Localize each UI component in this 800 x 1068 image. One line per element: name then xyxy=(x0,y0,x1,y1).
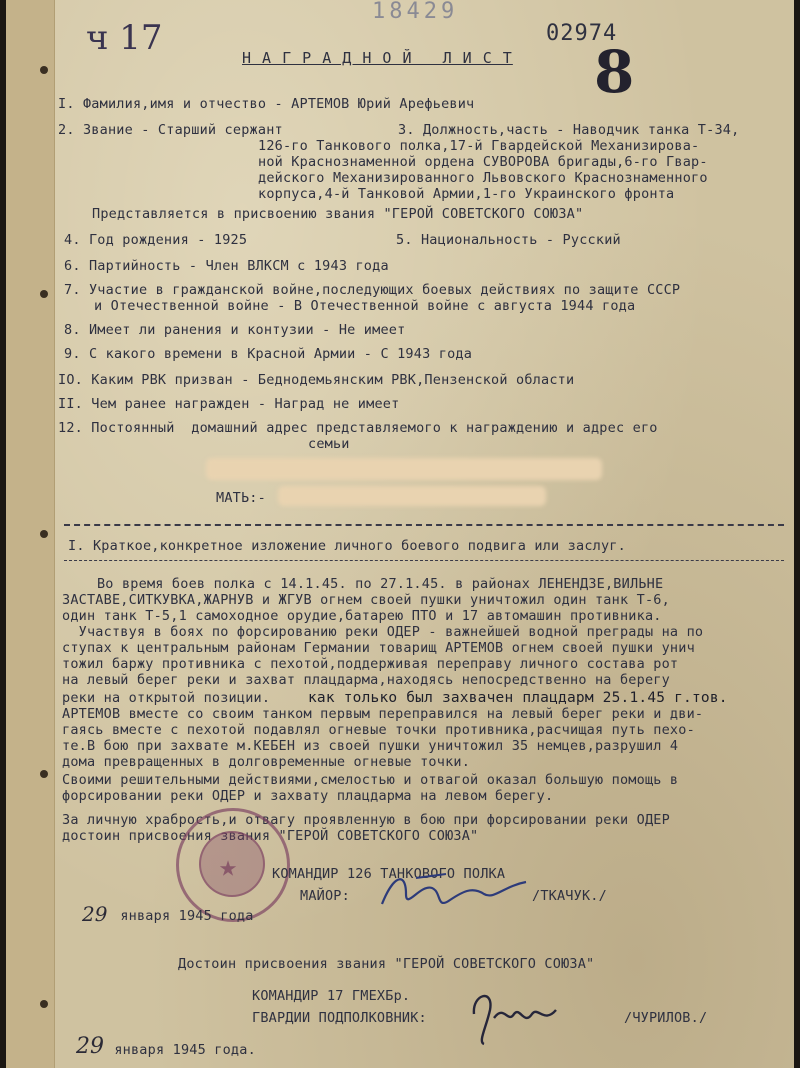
field-home-address-cont: семьи xyxy=(308,436,350,452)
brigade-commander-title: КОМАНДИР 17 ГМЕХБр. xyxy=(252,988,411,1004)
divider-rule xyxy=(64,524,784,526)
date2-rest: января 1945 года. xyxy=(106,1042,256,1058)
field-nationality: 5. Национальность - Русский xyxy=(396,232,621,248)
handwritten-corner-note: ч 17 xyxy=(86,18,163,58)
field-draft-office: IO. Каким РВК призван - Беднодемьянским РВК,Пензенской области xyxy=(58,372,575,388)
field-birth-year: 4. Год рождения - 1925 xyxy=(64,232,248,248)
narrative-line: те.В бою при захвате м.КЕБЕН из своей пушки уничтожил 35 немцев,разрушил 4 xyxy=(62,738,679,754)
field-home-address: 12. Постоянный домашний адрес представляемого к награждению и адрес его xyxy=(58,420,658,436)
binding-hole xyxy=(40,66,48,74)
field-war-participation-cont: и Отечественной войне - В Отечественной войне с августа 1944 года xyxy=(94,298,636,314)
narrative-line: гаясь вместе с пехотой подавлял огневые точки противника,расчищая путь пехо- xyxy=(62,722,695,738)
binding-hole xyxy=(40,290,48,298)
commander-rank: МАЙОР: xyxy=(300,888,350,904)
narrative-line: Участвуя в боях по форсированию реки ОДЕР - важнейшей водной преграды на по xyxy=(62,624,704,640)
binding-hole xyxy=(40,530,48,538)
narrative-line: АРТЕМОВ вместе со своим танком первым переправился на левый берег реки и дви- xyxy=(62,706,704,722)
narrative-line: ЗАСТАВЕ,СИТКУВКА,ЖАРНУВ и ЖГУВ огнем своей пушки уничтожил один танк Т-6, xyxy=(62,592,670,608)
field-position: 3. Должность,часть - Наводчик танка Т-34, xyxy=(398,122,740,138)
narrative-line: достоин присвоения звания "ГЕРОЙ СОВЕТСКОГО СОЮЗА" xyxy=(62,828,479,844)
page-number-handwritten: 8 xyxy=(594,38,635,106)
field-war-participation: 7. Участие в гражданской войне,последующих боевых действиях по защите СССР xyxy=(64,282,681,298)
narrative-line: на левый берег реки и захват плацдарма,находясь непосредственно на берегу xyxy=(62,672,670,688)
field-wounds: 8. Имеет ли ранения и контузии - Не имеет xyxy=(64,322,406,338)
field-party: 6. Партийность - Член ВЛКСМ с 1943 года xyxy=(64,258,389,274)
redacted-address xyxy=(206,458,602,480)
official-seal: ★ xyxy=(176,808,290,922)
date-day-handwritten: 29 xyxy=(82,902,108,926)
date2-day-handwritten: 29 xyxy=(76,1034,104,1059)
date-rest: января 1945 года xyxy=(112,908,254,924)
section-heading: I. Краткое,конкретное изложение личного боевого подвига или заслуг. xyxy=(68,538,626,554)
narrative-line: ступах к центральным районам Германии товарищ АРТЕМОВ огнем своей пушки унич xyxy=(62,640,695,656)
commander-name: /ТКАЧУК./ xyxy=(532,888,607,904)
nomination-line: Представляется в присвоению звания "ГЕРОЙ СОВЕТСКОГО СОЮЗА" xyxy=(92,206,584,222)
recommendation-line: Достоин присвоения звания "ГЕРОЙ СОВЕТСКОГО СОЮЗА" xyxy=(178,956,595,972)
brigade-signature xyxy=(464,984,574,1048)
field-name: I. Фамилия,имя и отчество - АРТЕМОВ Юрий Арефьевич xyxy=(58,96,475,112)
divider-rule xyxy=(64,560,784,561)
field-position-cont: ной Краснознаменной ордена СУВОРОВА бригады,6-го Гвар- xyxy=(258,154,708,170)
narrative-line: Во время боев полка с 14.1.45. по 27.1.45. в районах ЛЕНЕНДЗЕ,ВИЛЬНЕ xyxy=(72,576,664,592)
field-army-since: 9. С какого времени в Красной Армии - С 1943 года xyxy=(64,346,473,362)
narrative-line: один танк Т-5,1 самоходное орудие,батарею ПТО и 17 автомашин противника. xyxy=(62,608,662,624)
binding-hole xyxy=(40,770,48,778)
mother-label: МАТЬ:- xyxy=(216,490,266,506)
field-position-cont: дейского Механизированного Львовского Краснознаменного xyxy=(258,170,708,186)
commander-title: КОМАНДИР 126 ТАНКОВОГО ПОЛКА xyxy=(272,866,506,882)
narrative-line: реки на открытой позиции. xyxy=(62,690,271,706)
narrative-line: дома превращенных в долговременные огневые точки. xyxy=(62,754,471,770)
narrative-line: тожил баржу противника с пехотой,поддерживая переправу личного состава рот xyxy=(62,656,679,672)
brigade-commander-name: /ЧУРИЛОВ./ xyxy=(624,1010,708,1026)
narrative-line: За личную храбрость,и отвагу проявленную в бою при форсировании реки ОДЕР xyxy=(62,812,670,828)
document-title: Н А Г Р А Д Н О Й Л И С Т xyxy=(242,49,513,67)
field-rank: 2. Звание - Старший сержант xyxy=(58,122,283,138)
commander-signature xyxy=(376,864,536,920)
narrative-line: Своими решительными действиями,смелостью и отвагой оказал большую помощь в xyxy=(62,772,679,788)
narrative-line: форсировании реки ОДЕР и захвату плацдарма на левом берегу. xyxy=(62,788,554,804)
brigade-commander-rank: ГВАРДИИ ПОДПОЛКОВНИК: xyxy=(252,1010,427,1026)
award-sheet xyxy=(6,0,794,1068)
binding-hole xyxy=(40,1000,48,1008)
file-number: 02974 xyxy=(546,21,618,46)
redacted-mother xyxy=(278,486,546,506)
archive-number: 18429 xyxy=(372,0,459,24)
narrative-insert: как только был захвачен плацдарм 25.1.45 г.тов. xyxy=(308,690,728,706)
field-position-cont: 126-го Танкового полка,17-й Гвардейской Механизирова- xyxy=(258,138,700,154)
field-position-cont: корпуса,4-й Танковой Армии,1-го Украинского фронта xyxy=(258,186,675,202)
field-previous-awards: II. Чем ранее награжден - Наград не имеет xyxy=(58,396,400,412)
